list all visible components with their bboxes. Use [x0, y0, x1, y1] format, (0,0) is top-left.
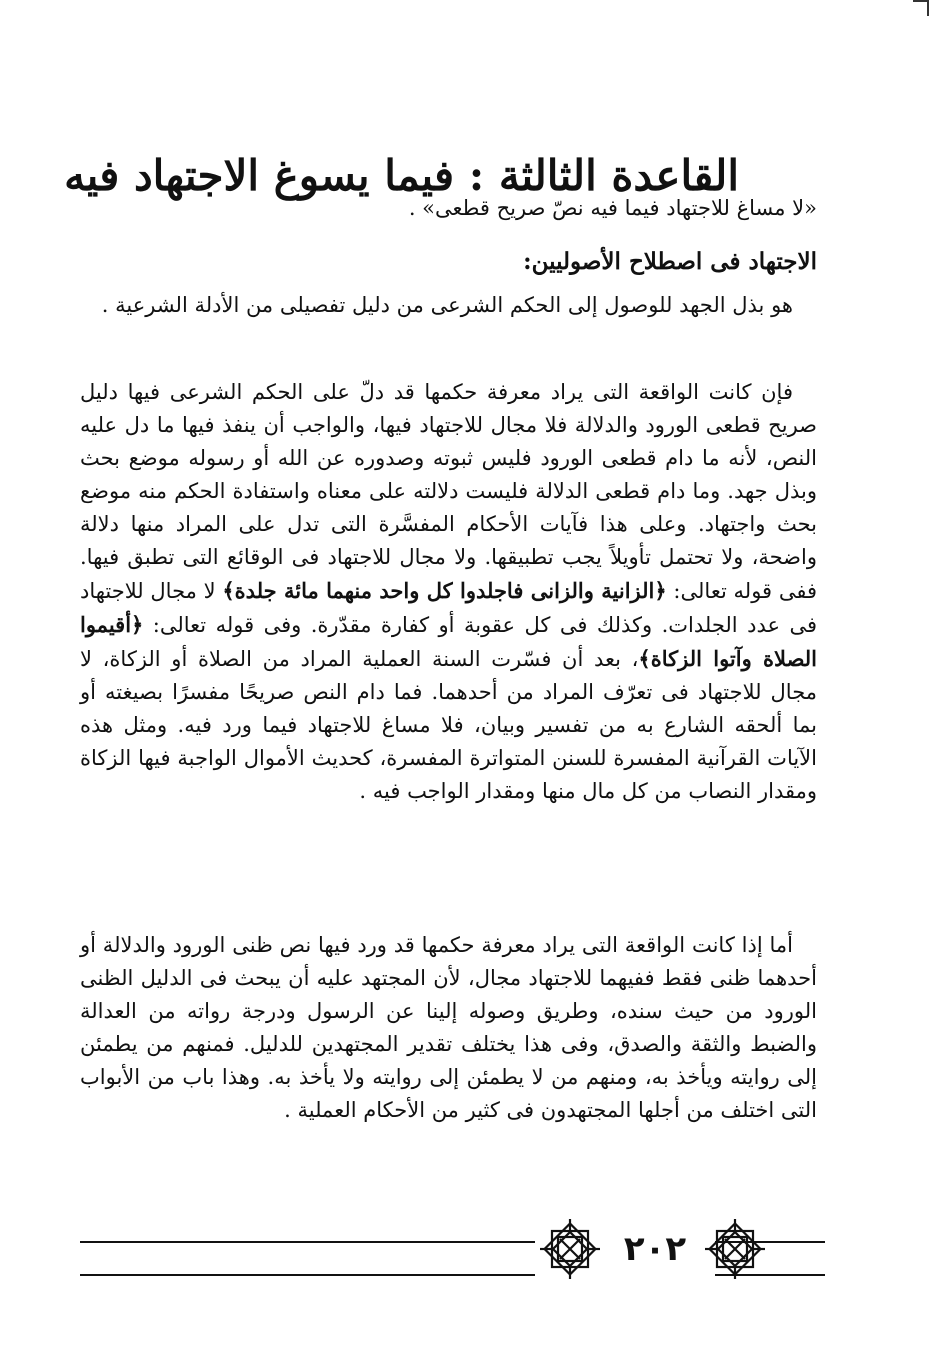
octagram-knot-icon	[703, 1217, 767, 1281]
definition-paragraph: هو بذل الجهد للوصول إلى الحكم الشرعى من دليل تفصيلى من الأدلة الشرعية .	[101, 293, 793, 317]
main-paragraph	[80, 376, 817, 808]
quran-verse-1: ﴿الزانية والزانى فاجلدوا كل واحد منهما مائة جلدة﴾	[222, 578, 667, 603]
second-paragraph: أما إذا كانت الواقعة التى يراد معرفة حكمها قد ورد فيها نص ظنى الورود والدلالة أو أحدهما ظنى فقط ففيهما للاجتهاد مجال، لأن المجتهد عليه أن يبحث فى الدليل الظنى الورود من حيث سنده، وطريق وصوله إلينا عن الرسول ودرجة رواته من العدالة والضبط والثقة والصدق، وفى هذا يختلف تقدير المجتهدين للدليل. فمنهم من يطمئن إلى روايته ويأخذ به، ومنهم من لا يطمئن إلى روايته ولا يأخذ به. وهذا باب من الأبواب التى اختلف من أجلها المجتهدون فى كثير من الأحكام العملية .	[80, 933, 817, 1122]
main-paragraph-text-2: لا مجال للاجتهاد فى عدد الجلدات. وكذلك فى كل عقوبة أو كفارة مقدّرة. وفى قوله تعالى:	[80, 579, 817, 637]
footer-rule	[80, 1241, 535, 1243]
main-paragraph-text-1: فإن كانت الواقعة التى يراد معرفة حكمها قد دلّ على الحكم الشرعى فيها دليل صريح قطعى الورود والدلالة فلا مجال للاجتهاد فيها، والواجب أن ينفذ فيها ما دل عليه النص، لأنه ما دام قطعى الورود فليس ثبوته وصدوره عن الله أو رسوله موضع بحث وبذل جهد. وما دام قطعى الدلالة فليست دلالته على معناه واستفادة الحكم منه موضع بحث واجتهاد. وعلى هذا فآيات الأحكام المفسَّرة التى تدل على المراد منها دلالة واضحة، ولا تحتمل تأويلاً يجب تطبيقها. ولا مجال للاجتهاد فى الوقائع التى تطبق فيها. ففى قوله تعالى:	[80, 380, 817, 603]
rule-statement: «لا مساغ للاجتهاد فيما فيه نصّ صريح قطعى» .	[408, 196, 817, 220]
quran-verse-2: ﴿أقيموا الصلاة وآتوا الزكاة﴾	[80, 612, 818, 671]
crop-mark	[913, 0, 929, 16]
page-number: ٢٠٢	[623, 1229, 687, 1269]
footer-rule	[80, 1274, 535, 1276]
octagram-knot-icon	[538, 1217, 602, 1281]
page-footer	[80, 1213, 825, 1283]
main-paragraph-text-3: ، بعد أن فسّرت السنة العملية المراد من الصلاة أو الزكاة، لا مجال للاجتهاد فى تعرّف المراد من أحدهما. فما دام النص صريحًا مفسرًا بصيغته أو بما ألحقه الشارع به من تفسير وبيان، فلا مساغ للاجتهاد فيما ورد فيه. ومثل هذه الآيات القرآنية المفسرة للسنن المتواترة المفسرة، كحديث الأموال الواجبة فيها الزكاة ومقدار النصاب من كل مال منها ومقدار الواجب فيه .	[80, 647, 817, 803]
section-heading: الاجتهاد فى اصطلاح الأصوليين:	[523, 248, 817, 276]
page-title: القاعدة الثالثة : فيما يسوغ الاجتهاد فيه	[64, 151, 739, 201]
